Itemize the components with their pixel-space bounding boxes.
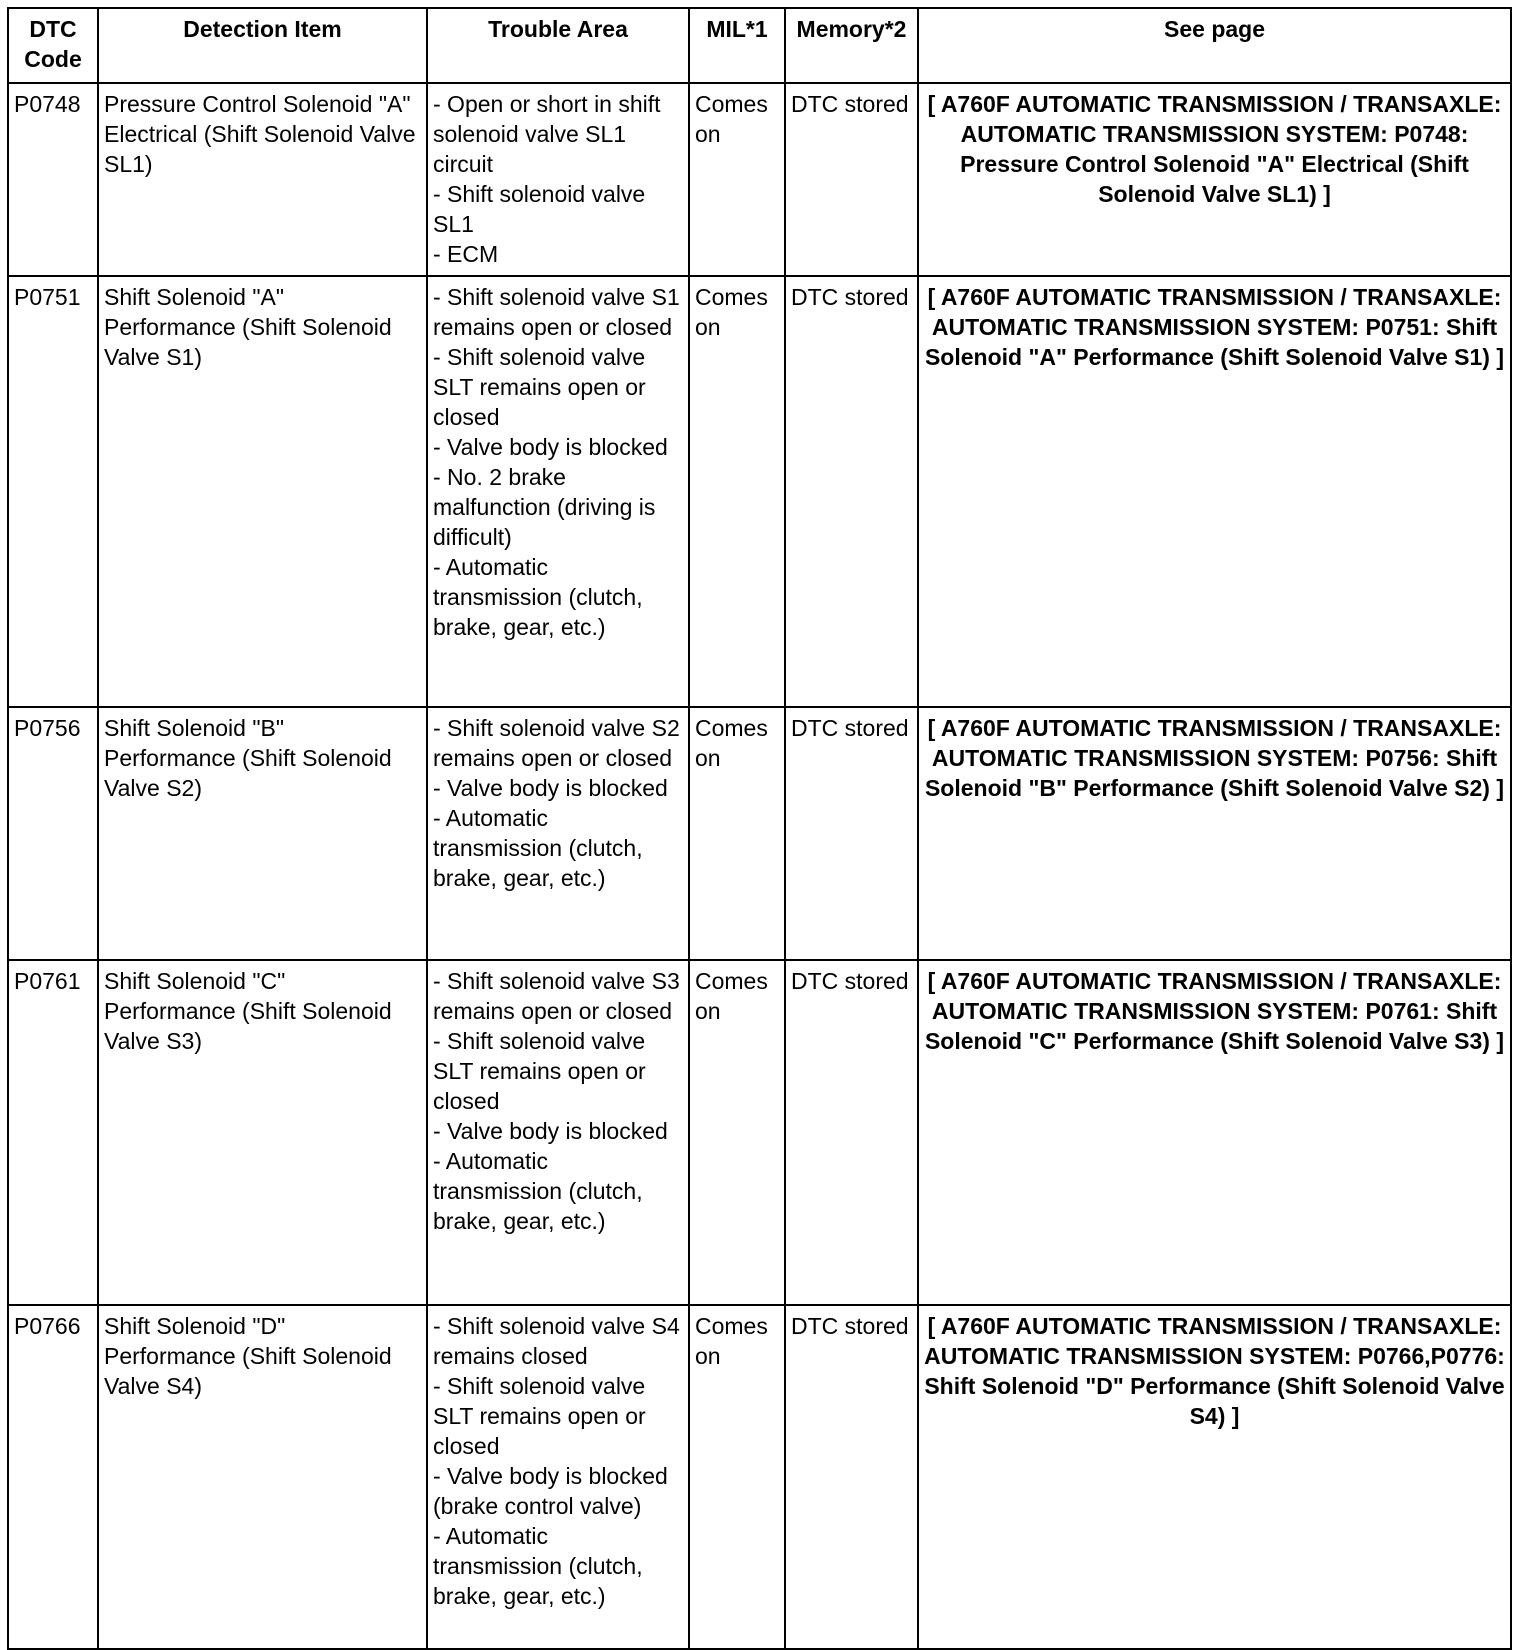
see-page-link[interactable]: [ A760F AUTOMATIC TRANSMISSION / TRANSAXLE: AUTOMATIC TRANSMISSION SYSTEM: P0766,P0776: Shift Solenoid "D" Performance (Shift Solenoid Valve S4) ] (918, 1305, 1511, 1649)
trouble-item: - Automatic transmission (clutch, brake, gear, etc.) (433, 805, 643, 891)
detection-item-cell: Shift Solenoid "A" Performance (Shift Solenoid Valve S1) (98, 276, 427, 707)
detection-item-cell: Shift Solenoid "B" Performance (Shift Solenoid Valve S2) (98, 707, 427, 960)
header-see-page: See page (918, 8, 1511, 83)
trouble-item: - Shift solenoid valve S2 remains open or closed (433, 715, 680, 771)
trouble-item: - Shift solenoid valve S4 remains closed (433, 1313, 680, 1369)
trouble-item: - Shift solenoid valve SLT remains open or closed (433, 1373, 646, 1459)
table-header-row (8, 8, 1511, 83)
memory-cell: DTC stored (785, 707, 918, 960)
mil-cell: Comes on (689, 707, 785, 960)
see-page-link[interactable]: [ A760F AUTOMATIC TRANSMISSION / TRANSAXLE: AUTOMATIC TRANSMISSION SYSTEM: P0748: Pressure Control Solenoid "A" Electrical (Shift Solenoid Valve SL1) ] (918, 83, 1511, 276)
mil-cell: Comes on (689, 960, 785, 1305)
dtc-code-cell: P0766 (8, 1305, 98, 1649)
trouble-area-cell (427, 83, 689, 276)
header-dtc-code: DTC Code (8, 8, 98, 83)
table-row (8, 83, 1511, 276)
see-page-link[interactable]: [ A760F AUTOMATIC TRANSMISSION / TRANSAXLE: AUTOMATIC TRANSMISSION SYSTEM: P0761: Shift Solenoid "C" Performance (Shift Solenoid Valve S3) ] (918, 960, 1511, 1305)
dtc-code-cell: P0748 (8, 83, 98, 276)
memory-cell: DTC stored (785, 1305, 918, 1649)
see-page-link[interactable]: [ A760F AUTOMATIC TRANSMISSION / TRANSAXLE: AUTOMATIC TRANSMISSION SYSTEM: P0756: Shift Solenoid "B" Performance (Shift Solenoid Valve S2) ] (918, 707, 1511, 960)
table-row (8, 960, 1511, 1305)
trouble-item: - Automatic transmission (clutch, brake, gear, etc.) (433, 1523, 643, 1609)
dtc-code-cell: P0751 (8, 276, 98, 707)
dtc-code-cell: P0756 (8, 707, 98, 960)
table-row (8, 276, 1511, 707)
detection-item-cell: Shift Solenoid "D" Performance (Shift Solenoid Valve S4) (98, 1305, 427, 1649)
header-memory: Memory*2 (785, 8, 918, 83)
trouble-item: - Shift solenoid valve SLT remains open or closed (433, 344, 646, 430)
trouble-area-cell (427, 960, 689, 1305)
header-mil: MIL*1 (689, 8, 785, 83)
header-detection-item: Detection Item (98, 8, 427, 83)
trouble-area-cell (427, 707, 689, 960)
trouble-item: - No. 2 brake malfunction (driving is difficult) (433, 464, 656, 550)
trouble-item: - Shift solenoid valve S3 remains open or closed (433, 968, 680, 1024)
mil-cell: Comes on (689, 276, 785, 707)
memory-cell: DTC stored (785, 960, 918, 1305)
trouble-item: - Open or short in shift solenoid valve SL1 circuit (433, 91, 661, 177)
trouble-area-cell (427, 276, 689, 707)
detection-item-cell: Shift Solenoid "C" Performance (Shift Solenoid Valve S3) (98, 960, 427, 1305)
memory-cell: DTC stored (785, 83, 918, 276)
memory-cell: DTC stored (785, 276, 918, 707)
mil-cell: Comes on (689, 1305, 785, 1649)
detection-item-cell: Pressure Control Solenoid "A" Electrical (Shift Solenoid Valve SL1) (98, 83, 427, 276)
dtc-code-cell: P0761 (8, 960, 98, 1305)
table-row (8, 1305, 1511, 1649)
trouble-item: - Automatic transmission (clutch, brake, gear, etc.) (433, 1148, 643, 1234)
trouble-area-cell (427, 1305, 689, 1649)
trouble-item: - Valve body is blocked (433, 1118, 668, 1144)
trouble-item: - Shift solenoid valve SL1 (433, 181, 646, 237)
trouble-item: - Automatic transmission (clutch, brake, gear, etc.) (433, 554, 643, 640)
header-trouble-area: Trouble Area (427, 8, 689, 83)
trouble-item: - Shift solenoid valve SLT remains open or closed (433, 1028, 646, 1114)
mil-cell: Comes on (689, 83, 785, 276)
see-page-link[interactable]: [ A760F AUTOMATIC TRANSMISSION / TRANSAXLE: AUTOMATIC TRANSMISSION SYSTEM: P0751: Shift Solenoid "A" Performance (Shift Solenoid Valve S1) ] (918, 276, 1511, 707)
table-row (8, 707, 1511, 960)
dtc-table (7, 7, 1512, 1650)
trouble-item: - ECM (433, 241, 499, 267)
trouble-item: - Valve body is blocked (433, 434, 668, 460)
trouble-item: - Shift solenoid valve S1 remains open or closed (433, 284, 680, 340)
trouble-item: - Valve body is blocked (433, 775, 668, 801)
trouble-item: - Valve body is blocked (brake control valve) (433, 1463, 668, 1519)
